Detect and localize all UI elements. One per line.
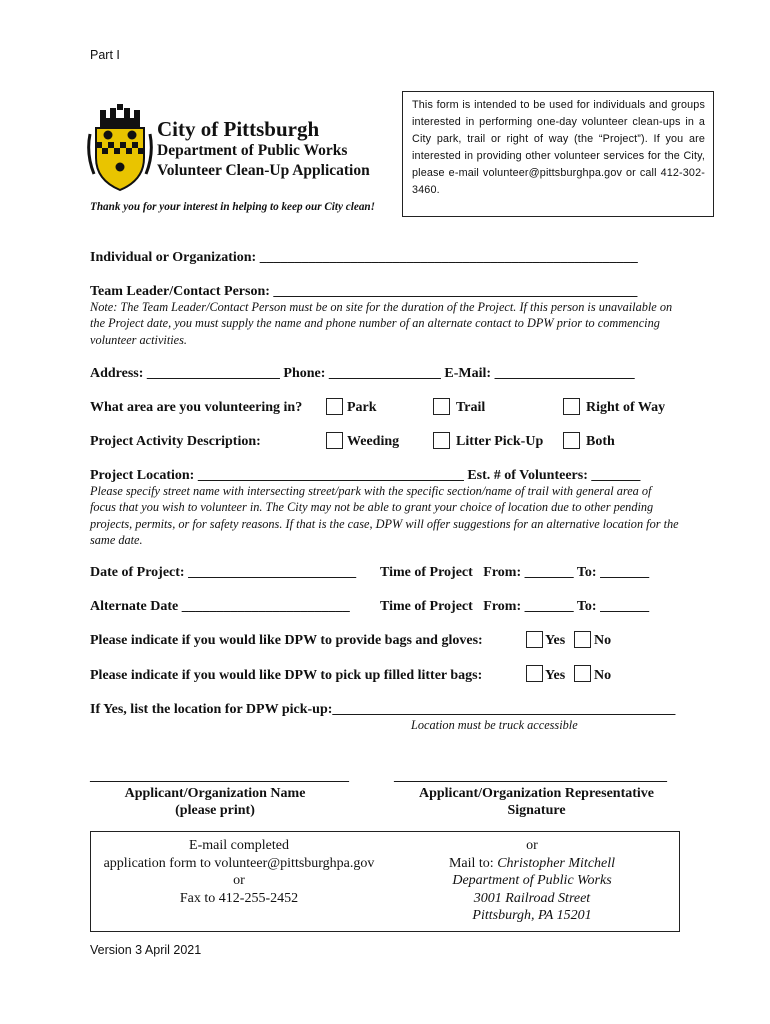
email-line1: E-mail completed (189, 838, 289, 853)
alternate-date-field[interactable]: Alternate Date ________________________ (90, 599, 350, 614)
part-label: Part I (90, 48, 120, 62)
weeding-label: Weeding (347, 434, 400, 449)
department-line: Department of Public Works (157, 142, 348, 159)
time-of-project-field[interactable]: Time of Project From: _______ To: _______ (380, 565, 650, 580)
fax-line: Fax to 412-255-2452 (179, 890, 299, 906)
address-phone-email-fields[interactable]: Address: ___________________ Phone: ________________ E-Mail: ____________________ (90, 366, 635, 381)
park-label: Park (347, 400, 377, 415)
individual-field[interactable]: Individual or Organization: ______________________________________________________ (90, 250, 638, 265)
location-note: Please specify street name with intersecting street/park with the specific section/name of trail with general area of focus that you wish to volunteer in. The City may not be able to grant your choice of location due to other pending projects, permits, or for safety reasons. If that is the case, DPW will offer suggestions for an alternative location for the same date. (90, 484, 679, 547)
signature-label (394, 785, 679, 819)
org-title: City of Pittsburgh (157, 117, 320, 141)
litter-pickup-checkbox[interactable] (433, 432, 450, 449)
thank-you-note: Thank you for your interest in helping to keep our City clean! (90, 201, 375, 213)
email-line3: or (233, 873, 245, 888)
activity-question: Project Activity Description: (90, 434, 261, 449)
litter-pickup-label: Litter Pick-Up (456, 434, 544, 449)
email-instructions (91, 837, 387, 907)
applicant-name-line[interactable]: _____________________________________ (90, 769, 349, 784)
alternate-time-field[interactable]: Time of Project From: _______ To: _______ (380, 599, 650, 614)
email-line2: application form to volunteer@pittsburghpa.gov (103, 855, 375, 871)
mail-street: 3001 Railroad Street (473, 890, 591, 906)
mail-to-name: Christopher Mitchell (497, 855, 616, 871)
both-checkbox[interactable] (563, 432, 580, 449)
bags-no-checkbox[interactable] (574, 631, 591, 648)
team-leader-note: Note: The Team Leader/Contact Person must be on site for the duration of the Project. If this person is unavailable on the Project date, you must supply the name and phone number of an alternate contact to DPW prior to commencing volunteer activities. (90, 300, 673, 347)
application-title: Volunteer Clean-Up Application (157, 162, 370, 179)
mail-to-line (387, 855, 677, 873)
applicant-name-label-line1: Applicant/Organization Name (124, 786, 306, 801)
trail-label: Trail (456, 400, 486, 415)
mail-or: or (526, 838, 538, 853)
bags-yes-checkbox[interactable] (526, 631, 543, 648)
date-of-project-field[interactable]: Date of Project: ________________________ (90, 565, 357, 580)
trail-checkbox[interactable] (433, 398, 450, 415)
mail-instructions (387, 837, 677, 925)
signature-label-line1: Applicant/Organization Representative (418, 786, 654, 801)
applicant-name-label (90, 785, 340, 819)
signature-line[interactable]: _______________________________________ (394, 769, 667, 784)
area-question: What area are you volunteering in? (90, 400, 303, 415)
mail-city: Pittsburgh, PA 15201 (472, 908, 592, 923)
pickup-no-label: No (594, 668, 612, 683)
mail-dept: Department of Public Works (452, 873, 612, 888)
pickup-yes-checkbox[interactable] (526, 665, 543, 682)
pickup-location-note: Location must be truck accessible (411, 718, 578, 732)
pickup-no-checkbox[interactable] (574, 665, 591, 682)
bags-no-label: No (594, 633, 612, 648)
applicant-name-label-line2: (please print) (175, 803, 255, 818)
mail-to-prefix: Mail to: (448, 855, 498, 871)
park-checkbox[interactable] (326, 398, 343, 415)
signature-label-line2: Signature (507, 803, 566, 818)
right-of-way-label: Right of Way (586, 400, 666, 415)
city-seal-icon (86, 104, 154, 192)
submission-instructions-box (90, 831, 680, 932)
project-location-field[interactable]: Project Location: ______________________________________ Est. # of Volunteers: _______ (90, 468, 641, 483)
right-of-way-checkbox[interactable] (563, 398, 580, 415)
bags-yes-label: Yes (545, 633, 566, 648)
pickup-location-field[interactable]: If Yes, list the location for DPW pick-up:_________________________________________________ (90, 702, 676, 717)
both-label: Both (586, 434, 615, 449)
pickup-question: Please indicate if you would like DPW to pick up filled litter bags: (90, 668, 483, 683)
info-box: This form is intended to be used for individuals and groups interested in performing one-day volunteer clean-ups in a City park, trail or right of way (the “Project”). If you are interested in providing other volunteer services for the City, please e-mail volunteer@pittsburghpa.gov or call 412-302-3460. (402, 91, 714, 217)
version-label: Version 3 April 2021 (90, 943, 202, 957)
weeding-checkbox[interactable] (326, 432, 343, 449)
bags-question: Please indicate if you would like DPW to provide bags and gloves: (90, 633, 483, 648)
team-leader-field[interactable]: Team Leader/Contact Person: ____________________________________________________ (90, 284, 638, 299)
pickup-yes-label: Yes (545, 668, 566, 683)
